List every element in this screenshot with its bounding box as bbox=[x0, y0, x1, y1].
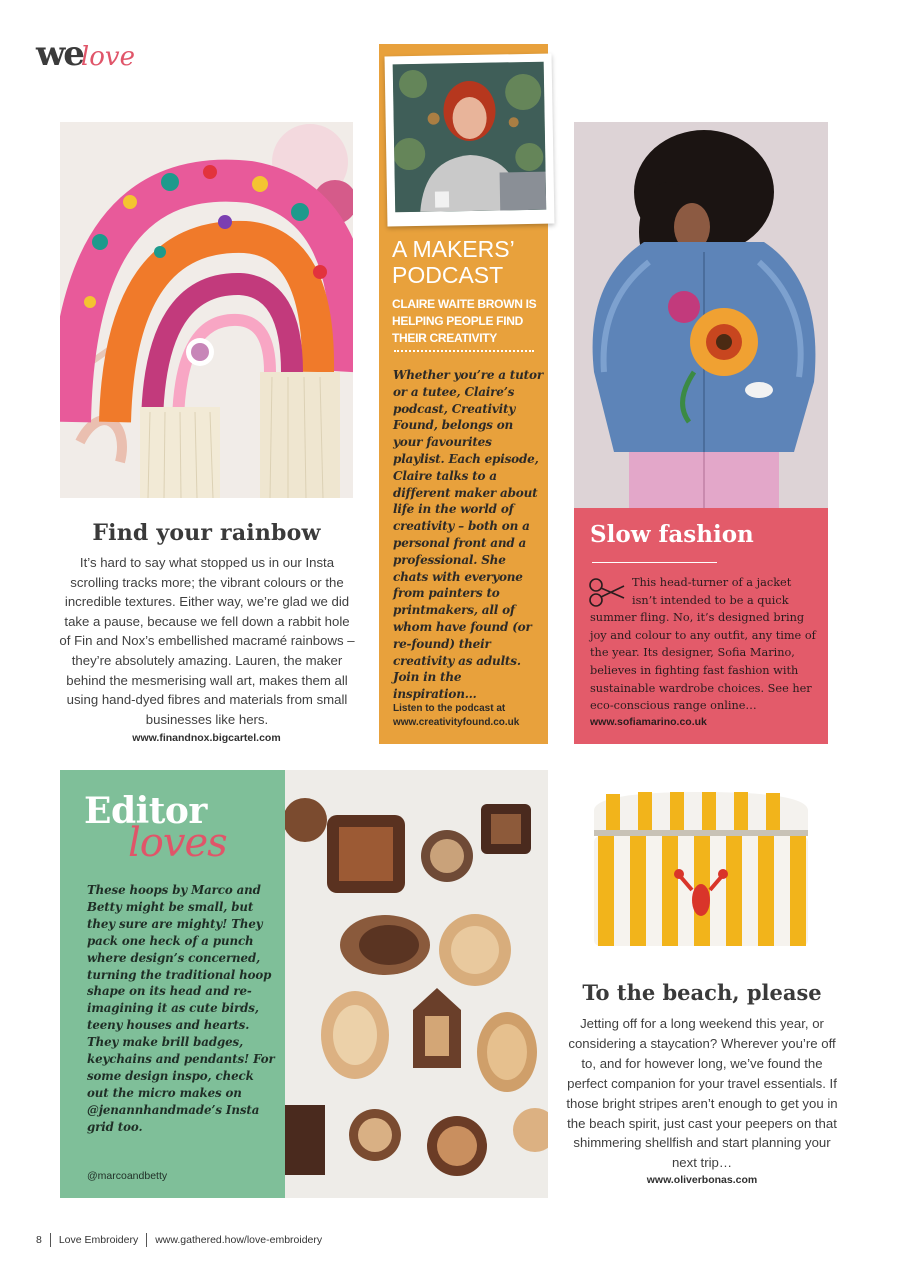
beach-body-text: Jetting off for a long weekend this year, or considering a staycation? Wherever you’re off to, and for however long, we’ve found the perfect companion for your travel essentials. If those bright stripes aren’t enough to get you in the beach spirit, just cast your peepers on that shimmering shellfish and start planning your next trip… bbox=[566, 1016, 838, 1171]
editor-loves-script: loves bbox=[128, 820, 227, 866]
wooden-hoops-photo bbox=[285, 770, 548, 1198]
fashion-heading: Slow fashion bbox=[590, 521, 754, 548]
logo-love-text: love bbox=[80, 42, 135, 72]
podcast-link[interactable]: www.creativityfound.co.uk bbox=[393, 717, 520, 728]
beach-link[interactable]: www.oliverbonas.com bbox=[646, 1174, 758, 1186]
editor-body-text: These hoops by Marco and Betty might be small, but they sure are mighty! They pack one heck of a punch where design’s concerned, turning the traditional hoop shape on its head and re-imagining it as cute birds, teeny houses and hearts. They make brill badges, keychains and pendants! For some design inspo, check out the micro makes on @jenannhandmade’s Insta grid too. bbox=[87, 883, 275, 1134]
podcast-host-photo bbox=[393, 62, 547, 213]
fashion-body-text bbox=[590, 574, 818, 715]
logo-we-text: we bbox=[36, 34, 83, 74]
podcast-photo-frame bbox=[385, 54, 555, 227]
rainbow-macrame-photo bbox=[60, 122, 353, 498]
editor-handle-link[interactable]: @marcoandbetty bbox=[87, 1170, 168, 1182]
fashion-divider bbox=[592, 562, 717, 563]
editor-title: Editor bbox=[84, 790, 207, 832]
podcast-subtitle: CLAIRE WAITE BROWN IS HELPING PEOPLE FIND THEIR CREATIVITY bbox=[392, 297, 537, 345]
magazine-section-logo bbox=[36, 34, 135, 74]
podcast-cta bbox=[393, 702, 543, 730]
magazine-name: Love Embroidery bbox=[58, 1234, 139, 1246]
rainbow-body-text: It’s hard to say what stopped us in our Insta scrolling tracks more; the vibrant colours or the incredible textures. Either way, we’re glad we did take a pause, because we fell down a rabbit hole of Fin and Nox’s embellished macramé rainbows – they’re absolutely amazing. Lauren, the maker behind the mesmerising wall art, makes them all using hand-dyed fibres and materials from small businesses like hers. bbox=[59, 555, 355, 727]
footer-separator bbox=[146, 1233, 147, 1247]
striped-wash-bag-photo bbox=[576, 780, 826, 960]
beach-heading: To the beach, please bbox=[582, 980, 822, 1005]
rainbow-heading: Find your rainbow bbox=[92, 520, 321, 546]
footer-link[interactable]: www.gathered.how/love-embroidery bbox=[155, 1234, 323, 1246]
fashion-body-lead: This head-turner of a jacket isn’t intended to be a quick bbox=[632, 576, 792, 607]
rainbow-link[interactable]: www.finandnox.bigcartel.com bbox=[132, 732, 281, 744]
page-footer bbox=[36, 1233, 322, 1247]
footer-separator bbox=[50, 1233, 51, 1247]
fashion-body-rest: summer fling. No, it’s designed bring joy and colour to any outfit, any time of the year. Its designer, Sofia Marino, believes in fighting fast fashion with sustainable wardrobe choices. See her eco-conscious range online… bbox=[590, 611, 816, 713]
podcast-title: A MAKERS’ PODCAST bbox=[392, 236, 514, 288]
podcast-cta-text: Listen to the podcast at bbox=[393, 703, 506, 714]
podcast-body-text: Whether you’re a tutor or a tutee, Claire’s podcast, Creativity Found, belongs on your favourites playlist. Each episode, Claire talks to a different maker about life in the world of creativity – both on a personal front and a professional. She chats with everyone from painters to printmakers, all of whom have found (or re-found) their creativity as adults. Join in the inspiration… bbox=[393, 368, 543, 702]
denim-jacket-photo bbox=[574, 122, 828, 508]
podcast-divider bbox=[394, 350, 534, 352]
fashion-link[interactable]: www.sofiamarino.co.uk bbox=[590, 716, 707, 728]
page-number: 8 bbox=[36, 1234, 42, 1246]
